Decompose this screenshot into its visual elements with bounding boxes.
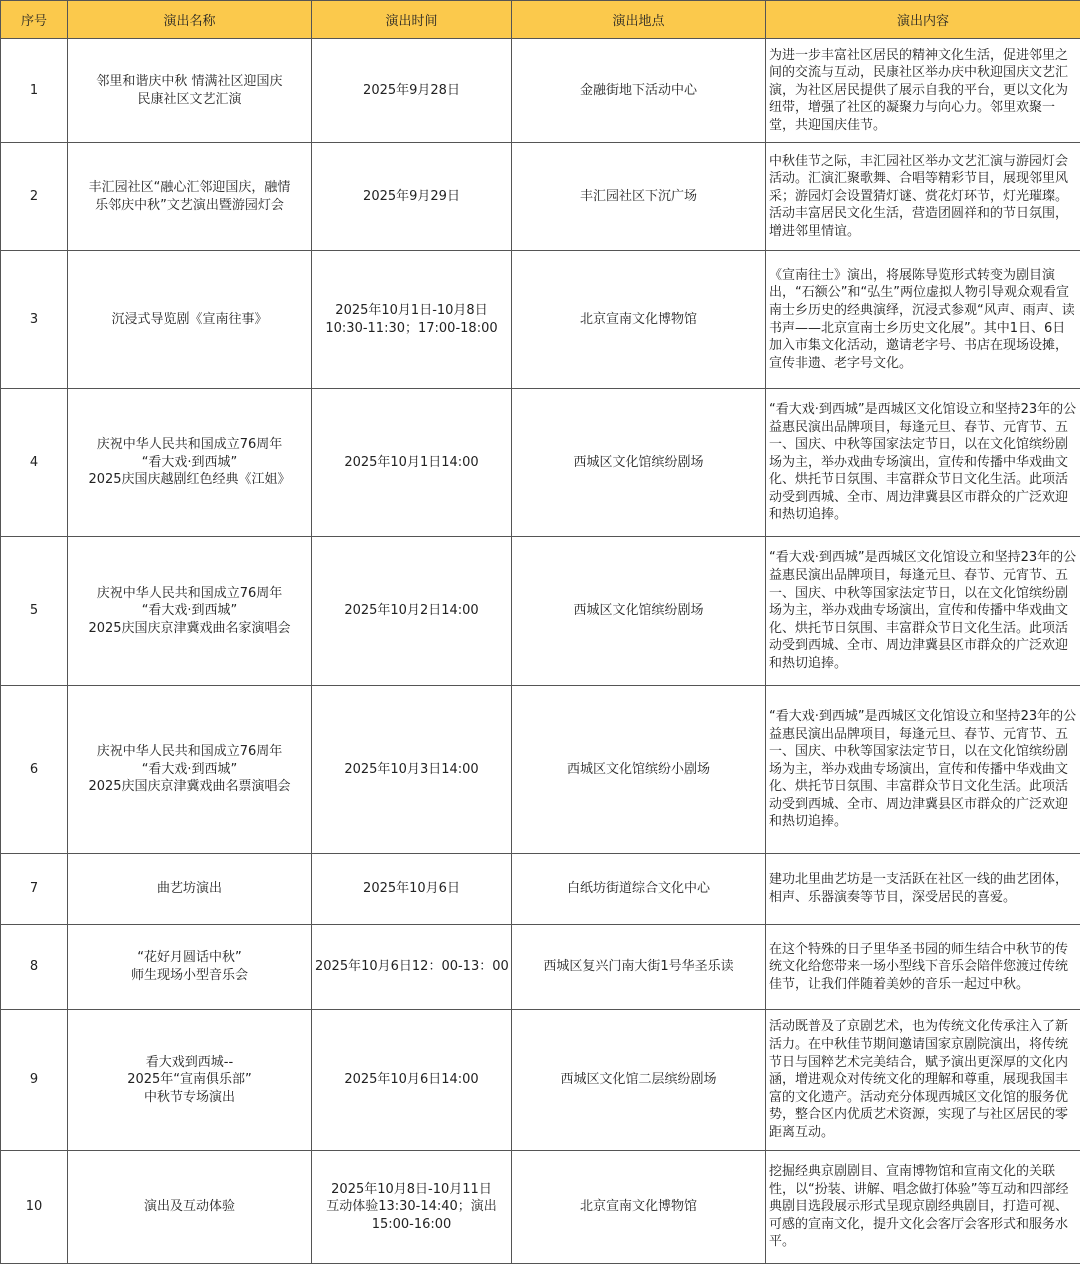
cell-no: 6 <box>1 686 68 854</box>
cell-place: 金融街地下活动中心 <box>512 39 766 143</box>
cell-time-line: 2025年10月8日-10月11日 <box>331 1181 492 1197</box>
cell-name-line: 师生现场小型音乐会 <box>130 968 248 983</box>
cell-time-line: 15:00-16:00 <box>371 1216 452 1232</box>
header-desc: 演出内容 <box>766 1 1080 39</box>
cell-time <box>312 143 512 251</box>
cell-name-line: 乐邻庆中秋”文艺演出暨游园灯会 <box>95 197 284 213</box>
cell-no: 1 <box>1 39 68 143</box>
table-row <box>1 686 1080 854</box>
cell-desc: “看大戏·到西城”是西城区文化馆设立和坚持23年的公益惠民演出品牌项目，每逢元旦、春节、元宵节、五一、国庆、中秋等国家法定节日，以在文化馆缤纷剧场为主，举办戏曲专场演出，宣传和传播中华戏曲文化、烘托节日氛围、丰富群众节日文化生活。此项活动受到西城、全市、周边津冀县区市群众的广泛欢迎和热切追捧。 <box>766 389 1080 537</box>
cell-name-line: 沉浸式导览剧《宣南往事》 <box>111 311 268 327</box>
cell-name-line: 庆祝中华人民共和国成立76周年 <box>96 585 283 601</box>
cell-place: 西城区文化馆缤纷剧场 <box>512 389 766 537</box>
cell-name-line: 2025庆国庆越剧红色经典《江姐》 <box>88 472 291 488</box>
cell-name-line: 丰汇园社区“融心汇邻迎国庆，融情 <box>88 179 291 195</box>
table-row <box>1 143 1080 251</box>
cell-no: 3 <box>1 251 68 389</box>
cell-desc: 在这个特殊的日子里华圣书园的师生结合中秋节的传统文化给您带来一场小型线下音乐会陪伴您渡过传统佳节，让我们伴随着美妙的音乐一起过中秋。 <box>766 925 1080 1010</box>
cell-place: 西城区文化馆缤纷小剧场 <box>512 686 766 854</box>
header-no: 序号 <box>1 1 68 39</box>
header-time: 演出时间 <box>312 1 512 39</box>
table-row <box>1 854 1080 925</box>
cell-no: 2 <box>1 143 68 251</box>
cell-name-line: “看大戏·到西城” <box>141 454 238 470</box>
cell-name-line: 庆祝中华人民共和国成立76周年 <box>96 744 283 760</box>
cell-time-line: 2025年10月6日 <box>363 881 460 897</box>
cell-name <box>68 1151 312 1264</box>
cell-desc: 挖掘经典京剧剧目、宣南博物馆和宣南文化的关联性，以“扮装、讲解、唱念做打体验”等互动和四部经典剧目选段展示形式呈现京剧经典剧目，打造可视、可感的宣南文化，提升文化会客厅会客形式和服务水平。 <box>766 1151 1080 1264</box>
cell-time <box>312 251 512 389</box>
cell-name-line: 2025庆国庆京津冀戏曲名家演唱会 <box>88 620 291 636</box>
header-name: 演出名称 <box>68 1 312 39</box>
cell-time <box>312 1151 512 1264</box>
cell-name <box>68 251 312 389</box>
cell-place: 西城区文化馆二层缤纷剧场 <box>512 1010 766 1151</box>
cell-desc: 中秋佳节之际，丰汇园社区举办文艺汇演与游园灯会活动。汇演汇聚歌舞、合唱等精彩节目，展现邻里风采；游园灯会设置猜灯谜、赏花灯环节，灯光璀璨。活动丰富居民文化生活，营造团圆祥和的节日氛围，增进邻里情谊。 <box>766 143 1080 251</box>
cell-name-line: 曲艺坊演出 <box>156 881 222 897</box>
cell-place: 丰汇园社区下沉广场 <box>512 143 766 251</box>
table-header-row <box>1 1 1080 39</box>
cell-name-line: 2025庆国庆京津冀戏曲名票演唱会 <box>88 779 291 795</box>
cell-time-line: 10:30-11:30；17:00-18:00 <box>325 320 498 336</box>
cell-desc: 建功北里曲艺坊是一支活跃在社区一线的曲艺团体，相声、乐器演奏等节目，深受居民的喜爱。 <box>766 854 1080 925</box>
cell-name <box>68 1010 312 1151</box>
table-row <box>1 537 1080 686</box>
cell-desc: “看大戏·到西城”是西城区文化馆设立和坚持23年的公益惠民演出品牌项目，每逢元旦、春节、元宵节、五一、国庆、中秋等国家法定节日，以在文化馆缤纷剧场为主，举办戏曲专场演出，宣传和传播中华戏曲文化、烘托节日氛围、丰富群众节日文化生活。此项活动受到西城、全市、周边津冀县区市群众的广泛欢迎和热切追捧。 <box>766 537 1080 686</box>
cell-name <box>68 854 312 925</box>
cell-no: 7 <box>1 854 68 925</box>
cell-time <box>312 537 512 686</box>
cell-name <box>68 686 312 854</box>
cell-name-line: 2025年“宣南俱乐部” <box>127 1072 252 1088</box>
cell-place: 北京宣南文化博物馆 <box>512 251 766 389</box>
cell-name-line: 看大戏到西城-- <box>145 1054 234 1070</box>
cell-name <box>68 389 312 537</box>
cell-no: 10 <box>1 1151 68 1264</box>
cell-name <box>68 143 312 251</box>
cell-time <box>312 389 512 537</box>
cell-time <box>312 39 512 143</box>
cell-time-line: 2025年10月1日14:00 <box>344 454 479 470</box>
cell-desc: 活动既普及了京剧艺术，也为传统文化传承注入了新活力。在中秋佳节期间邀请国家京剧院演出，将传统节日与国粹艺术完美结合，赋予演出更深厚的文化内涵，增进观众对传统文化的理解和尊重，展现我国丰富的文化遗产。活动充分体现西城区文化馆的服务优势，整合区内优质艺术资源，实现了与社区居民的零距离互动。 <box>766 1010 1080 1151</box>
table-body <box>1 39 1080 1264</box>
cell-time <box>312 925 512 1010</box>
cell-no: 4 <box>1 389 68 537</box>
cell-no: 9 <box>1 1010 68 1151</box>
cell-time-line: 2025年10月1日-10月8日 <box>335 302 488 318</box>
table-row <box>1 389 1080 537</box>
table-row <box>1 1010 1080 1151</box>
cell-name-line: 民康社区文艺汇演 <box>137 91 242 107</box>
cell-place: 西城区文化馆缤纷剧场 <box>512 537 766 686</box>
cell-no: 5 <box>1 537 68 686</box>
cell-name-line: 演出及互动体验 <box>143 1199 235 1215</box>
cell-desc: 《宣南往士》演出，将展陈导览形式转变为剧目演出，“石额公”和“弘生”两位虚拟人物引导观众观看宣南士乡历史的经典演绎，沉浸式参观“风声、雨声、读书声——北京宣南士乡历史文化展”。其中1日、6日加入市集文化活动，邀请老字号、书店在现场设摊，宣传非遗、老字号文化。 <box>766 251 1080 389</box>
cell-name-line: “看大戏·到西城” <box>141 603 238 619</box>
header-place: 演出地点 <box>512 1 766 39</box>
cell-time <box>312 686 512 854</box>
cell-time-line: 2025年10月2日14:00 <box>344 603 479 619</box>
cell-desc: 为进一步丰富社区居民的精神文化生活，促进邻里之间的交流与互动，民康社区举办庆中秋迎国庆文艺汇演，为社区居民提供了展示自我的平台，更以文化为纽带，增强了社区的凝聚力与向心力。邻里欢聚一堂，共迎国庆佳节。 <box>766 39 1080 143</box>
table-row <box>1 925 1080 1010</box>
cell-time <box>312 854 512 925</box>
cell-place: 北京宣南文化博物馆 <box>512 1151 766 1264</box>
cell-name <box>68 537 312 686</box>
cell-name-line: “花好月圆话中秋” <box>137 950 242 966</box>
cell-time-line: 2025年9月28日 <box>363 82 460 98</box>
table-row <box>1 1151 1080 1264</box>
cell-time-line: 2025年9月29日 <box>363 188 460 204</box>
cell-place: 西城区复兴门南大街1号华圣乐读 <box>512 925 766 1010</box>
cell-time-line: 2025年10月6日14:00 <box>344 1072 479 1088</box>
table-row <box>1 251 1080 389</box>
cell-time-line: 2025年10月6日12：00-13：00 <box>315 959 509 975</box>
cell-no: 8 <box>1 925 68 1010</box>
cell-name-line: 庆祝中华人民共和国成立76周年 <box>96 437 283 453</box>
table-row <box>1 39 1080 143</box>
cell-name-line: 邻里和谐庆中秋 情满社区迎国庆 <box>96 73 283 89</box>
cell-name <box>68 39 312 143</box>
cell-time-line: 互动体验13:30-14:40；演出 <box>326 1199 497 1215</box>
cell-name <box>68 925 312 1010</box>
cell-name-line: “看大戏·到西城” <box>141 761 238 777</box>
cell-time-line: 2025年10月3日14:00 <box>344 761 479 777</box>
cell-place: 白纸坊街道综合文化中心 <box>512 854 766 925</box>
cell-desc: “看大戏·到西城”是西城区文化馆设立和坚持23年的公益惠民演出品牌项目，每逢元旦、春节、元宵节、五一、国庆、中秋等国家法定节日，以在文化馆缤纷剧场为主，举办戏曲专场演出，宣传和传播中华戏曲文化、烘托节日氛围、丰富群众节日文化生活。此项活动受到西城、全市、周边津冀县区市群众的广泛欢迎和热切追捧。 <box>766 686 1080 854</box>
cell-time <box>312 1010 512 1151</box>
cell-name-line: 中秋节专场演出 <box>143 1089 235 1105</box>
